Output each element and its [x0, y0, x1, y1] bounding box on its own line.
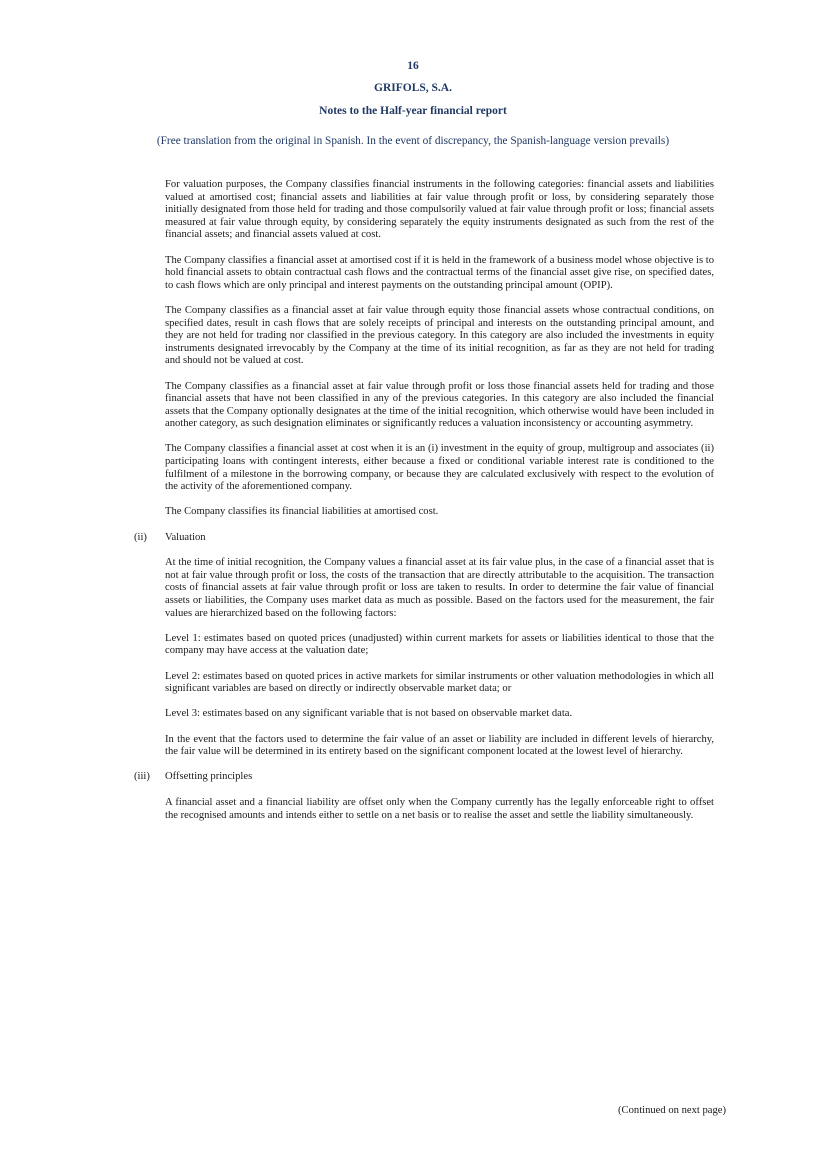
paragraph-level-1: Level 1: estimates based on quoted prices (unadjusted) within current markets for assets or liabilities identical to those that the company may have access at the valuation date; — [165, 632, 714, 657]
paragraph-hierarchy: In the event that the factors used to determine the fair value of an asset or liability are included in different levels of hierarchy, the fair value will be determined in its entirety based on the significant component located at the lowest level of hierarchy. — [165, 733, 714, 758]
section-heading-offsetting — [134, 771, 714, 784]
report-subtitle: Notes to the Half-year financial report — [319, 105, 507, 117]
paragraph-fair-value-profit-loss: The Company classifies as a financial asset at fair value through profit or loss those financial assets held for trading and those financial assets that have not been classified in any of the previous categories. In this category are also included the financial assets that the Company optionally designates at the time of the initial recognition, which otherwise would have been included in another category, as such designation eliminates or significantly reduces a valuation inconsistency or accounting asymmetry. — [165, 380, 714, 430]
paragraph-offsetting: A financial asset and a financial liability are offset only when the Company currently has the legally enforceable right to offset the recognised amounts and intends either to settle on a net basis or to realise the asset and settle the liability simultaneously. — [165, 796, 714, 821]
paragraph-at-cost: The Company classifies a financial asset at cost when it is an (i) investment in the equity of group, multigroup and associates (ii) participating loans with contingent interests, either because a fixed or conditional variable interest rate is conditioned to the fulfilment of a milestone in the borrowing company, or because they are calculated exclusively with respect to the evolution of the activity of the aforementioned company. — [165, 443, 714, 493]
company-name: GRIFOLS, S.A. — [374, 82, 452, 94]
section-numeral: (iii) — [134, 771, 150, 783]
translation-note: (Free translation from the original in Spanish. In the event of discrepancy, the Spanish-language version prevails) — [156, 135, 670, 147]
paragraph-level-2: Level 2: estimates based on quoted prices in active markets for similar instruments or other valuation methodologies in which all significant variables are based on directly or indirectly observable market data; or — [165, 670, 714, 695]
section-title: Offsetting principles — [165, 771, 253, 783]
section-heading-valuation — [134, 531, 714, 545]
paragraph-classification: For valuation purposes, the Company classifies financial instruments in the following categories: financial assets and liabilities valued at amortised cost; financial assets and liabilities at fair value through profit or loss, by considering separately those initially designated from those held for trading and those compulsorily valued at fair value through profit or loss; financial assets measured at fair value through equity, by considering separately the equity instruments designated as such from the rest of the financial assets; and financial assets valued at cost. — [165, 179, 714, 241]
paragraph-financial-liabilities: The Company classifies its financial liabilities at amortised cost. — [165, 506, 439, 518]
paragraph-fair-value-equity: The Company classifies as a financial asset at fair value through equity those financial assets whose contractual conditions, on specified dates, result in cash flows that are solely receipts of principal and interests on the outstanding principal amount, and they are not held for trading nor classified in the previous category. In this category are also included the investments in equity instruments designated irrevocably by the Company at the time of its initial recognition, as far as they are not held for trading and should not be valued at cost. — [165, 304, 714, 367]
paragraph-amortised-cost: The Company classifies a financial asset at amortised cost if it is held in the framework of a business model whose objective is to hold financial assets to obtain contractual cash flows and the contractual terms of the financial asset give rise, on specified dates, to cash flows which are only principal and interest payments on the outstanding principal amount (OPIP). — [165, 254, 714, 291]
page-number: 16 — [407, 60, 419, 72]
continued-note: (Continued on next page) — [618, 1105, 726, 1116]
section-title: Valuation — [165, 531, 206, 543]
paragraph-level-3: Level 3: estimates based on any significant variable that is not based on observable market data. — [165, 708, 573, 720]
document-body — [134, 179, 714, 835]
paragraph-initial-recognition: At the time of initial recognition, the Company values a financial asset at its fair value plus, in the case of a financial asset that is not at fair value through profit or loss, the costs of the transaction that are directly attributable to the acquisition. The transaction costs of financial assets at fair value through profit or loss are taken to results. In order to determine the fair value of financial assets or liabilities, the Company uses market data as much as possible. Based on the factors used for the measurement, the fair values are hierarchized based on the following factors: — [165, 557, 714, 619]
section-numeral: (ii) — [134, 531, 147, 543]
